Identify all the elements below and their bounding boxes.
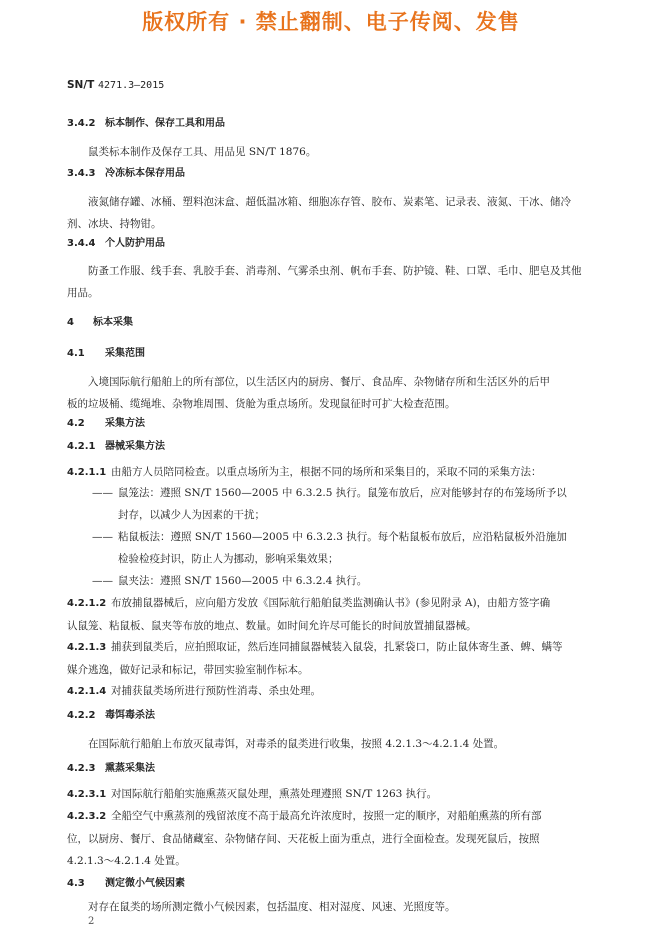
dash-item-glueboard: —— 粘鼠板法：遵照 SN/T 1560—2005 中 6.3.2.3 执行。每个粘鼠板布放后，应沿粘鼠板外沿施加 检验检疫封识，防止人为挪动，影响采集效果； xyxy=(92,531,567,565)
heading-3-4-4: 3.4.4 个人防护用品 xyxy=(67,238,165,249)
heading-3-4-3: 3.4.3 冷冻标本保存用品 xyxy=(67,168,185,179)
watermark: 版权所有 · 禁止翻制、电子传阅、发售 xyxy=(142,10,520,34)
paragraph-3-4-3: 液氮储存罐、冰桶、塑料泡沫盒、超低温冰箱、细胞冻存管、胶布、炭素笔、记录表、液氮、干冰、储冷 剂、冰块、持物钳。 xyxy=(67,196,571,230)
heading-4-1: 4.1 采集范围 xyxy=(67,348,145,359)
heading-4-2-2: 4.2.2 毒饵毒杀法 xyxy=(67,710,155,721)
standard-prefix: SN/T xyxy=(67,79,95,91)
item-4-2-1-2: 4.2.1.2 布放捕鼠器械后，应向船方发放《国际航行船舶鼠类监测确认书》(参见附录 A)，由船方签字确 认鼠笼、粘鼠板、鼠夹等布放的地点、数量。如时间允许尽可能长的时间放置捕鼠器械。 xyxy=(67,597,551,632)
page-number: 2 xyxy=(88,916,95,927)
standard-number xyxy=(67,79,164,91)
item-4-2-1-3: 4.2.1.3 捕获到鼠类后，应拍照取证，然后连同捕鼠器械装入鼠袋，扎紧袋口，防止鼠体寄生蚤、蜱、螨等 媒介逃逸，做好记录和标记，带回实验室制作标本。 xyxy=(67,641,563,676)
standard-code: 4271.3—2015 xyxy=(98,80,165,91)
paragraph-4-2-2: 在国际航行船舶上布放灭鼠毒饵，对毒杀的鼠类进行收集，按照 4.2.1.3～4.2.1.4 处置。 xyxy=(88,738,505,750)
paragraph-4-3: 对存在鼠类的场所测定微小气候因素，包括温度、相对湿度、风速、光照度等。 xyxy=(88,901,456,913)
paragraph-4-1: 入境国际航行船舶上的所有部位，以生活区内的厨房、餐厅、食品库、杂物储存所和生活区外的后甲 板的垃圾桶、缆绳堆、杂物堆周围、货舱为重点场所。发现鼠征时可扩大检查范围。 xyxy=(67,376,550,410)
item-4-2-3-1: 4.2.3.1 对国际航行船舶实施熏蒸灭鼠处理，熏蒸处理遵照 SN/T 1263 执行。 xyxy=(67,788,438,800)
heading-4-2-3: 4.2.3 熏蒸采集法 xyxy=(67,763,155,774)
heading-3-4-2: 3.4.2 标本制作、保存工具和用品 xyxy=(67,118,225,129)
heading-4: 4 标本采集 xyxy=(67,317,133,328)
item-4-2-1-1: 4.2.1.1 由船方人员陪同检查。以重点场所为主，根据不同的场所和采集目的，采取不同的采集方法： xyxy=(67,466,542,478)
dash-item-trap: —— 鼠夹法：遵照 SN/T 1560—2005 中 6.3.2.4 执行。 xyxy=(92,575,368,587)
paragraph-3-4-4: 防蚤工作服、线手套、乳胶手套、消毒剂、气雾杀虫剂、帆布手套、防护镜、鞋、口罩、毛巾、肥皂及其他 用品。 xyxy=(67,265,582,299)
heading-4-3: 4.3 测定微小气候因素 xyxy=(67,878,185,889)
item-4-2-3-2: 4.2.3.2 全船空气中熏蒸剂的残留浓度不高于最高允许浓度时，按照一定的顺序，对船舶熏蒸的所有部 位，以厨房、餐厅、食品储藏室、杂物储存间、天花板上面为重点，进行全面检查。发现死鼠后，按照 4.2.1.3～4.2.1.4 处置。 xyxy=(67,810,542,867)
dash-item-cage: —— 鼠笼法：遵照 SN/T 1560—2005 中 6.3.2.5 执行。鼠笼布放后，应对能够封存的布笼场所予以 封存，以减少人为因素的干扰； xyxy=(92,487,567,521)
heading-4-2: 4.2 采集方法 xyxy=(67,418,145,429)
item-4-2-1-4: 4.2.1.4 对捕获鼠类场所进行预防性消毒、杀虫处理。 xyxy=(67,685,321,697)
paragraph-3-4-2: 鼠类标本制作及保存工具、用品见 SN/T 1876。 xyxy=(88,146,317,158)
heading-4-2-1: 4.2.1 器械采集方法 xyxy=(67,441,165,452)
